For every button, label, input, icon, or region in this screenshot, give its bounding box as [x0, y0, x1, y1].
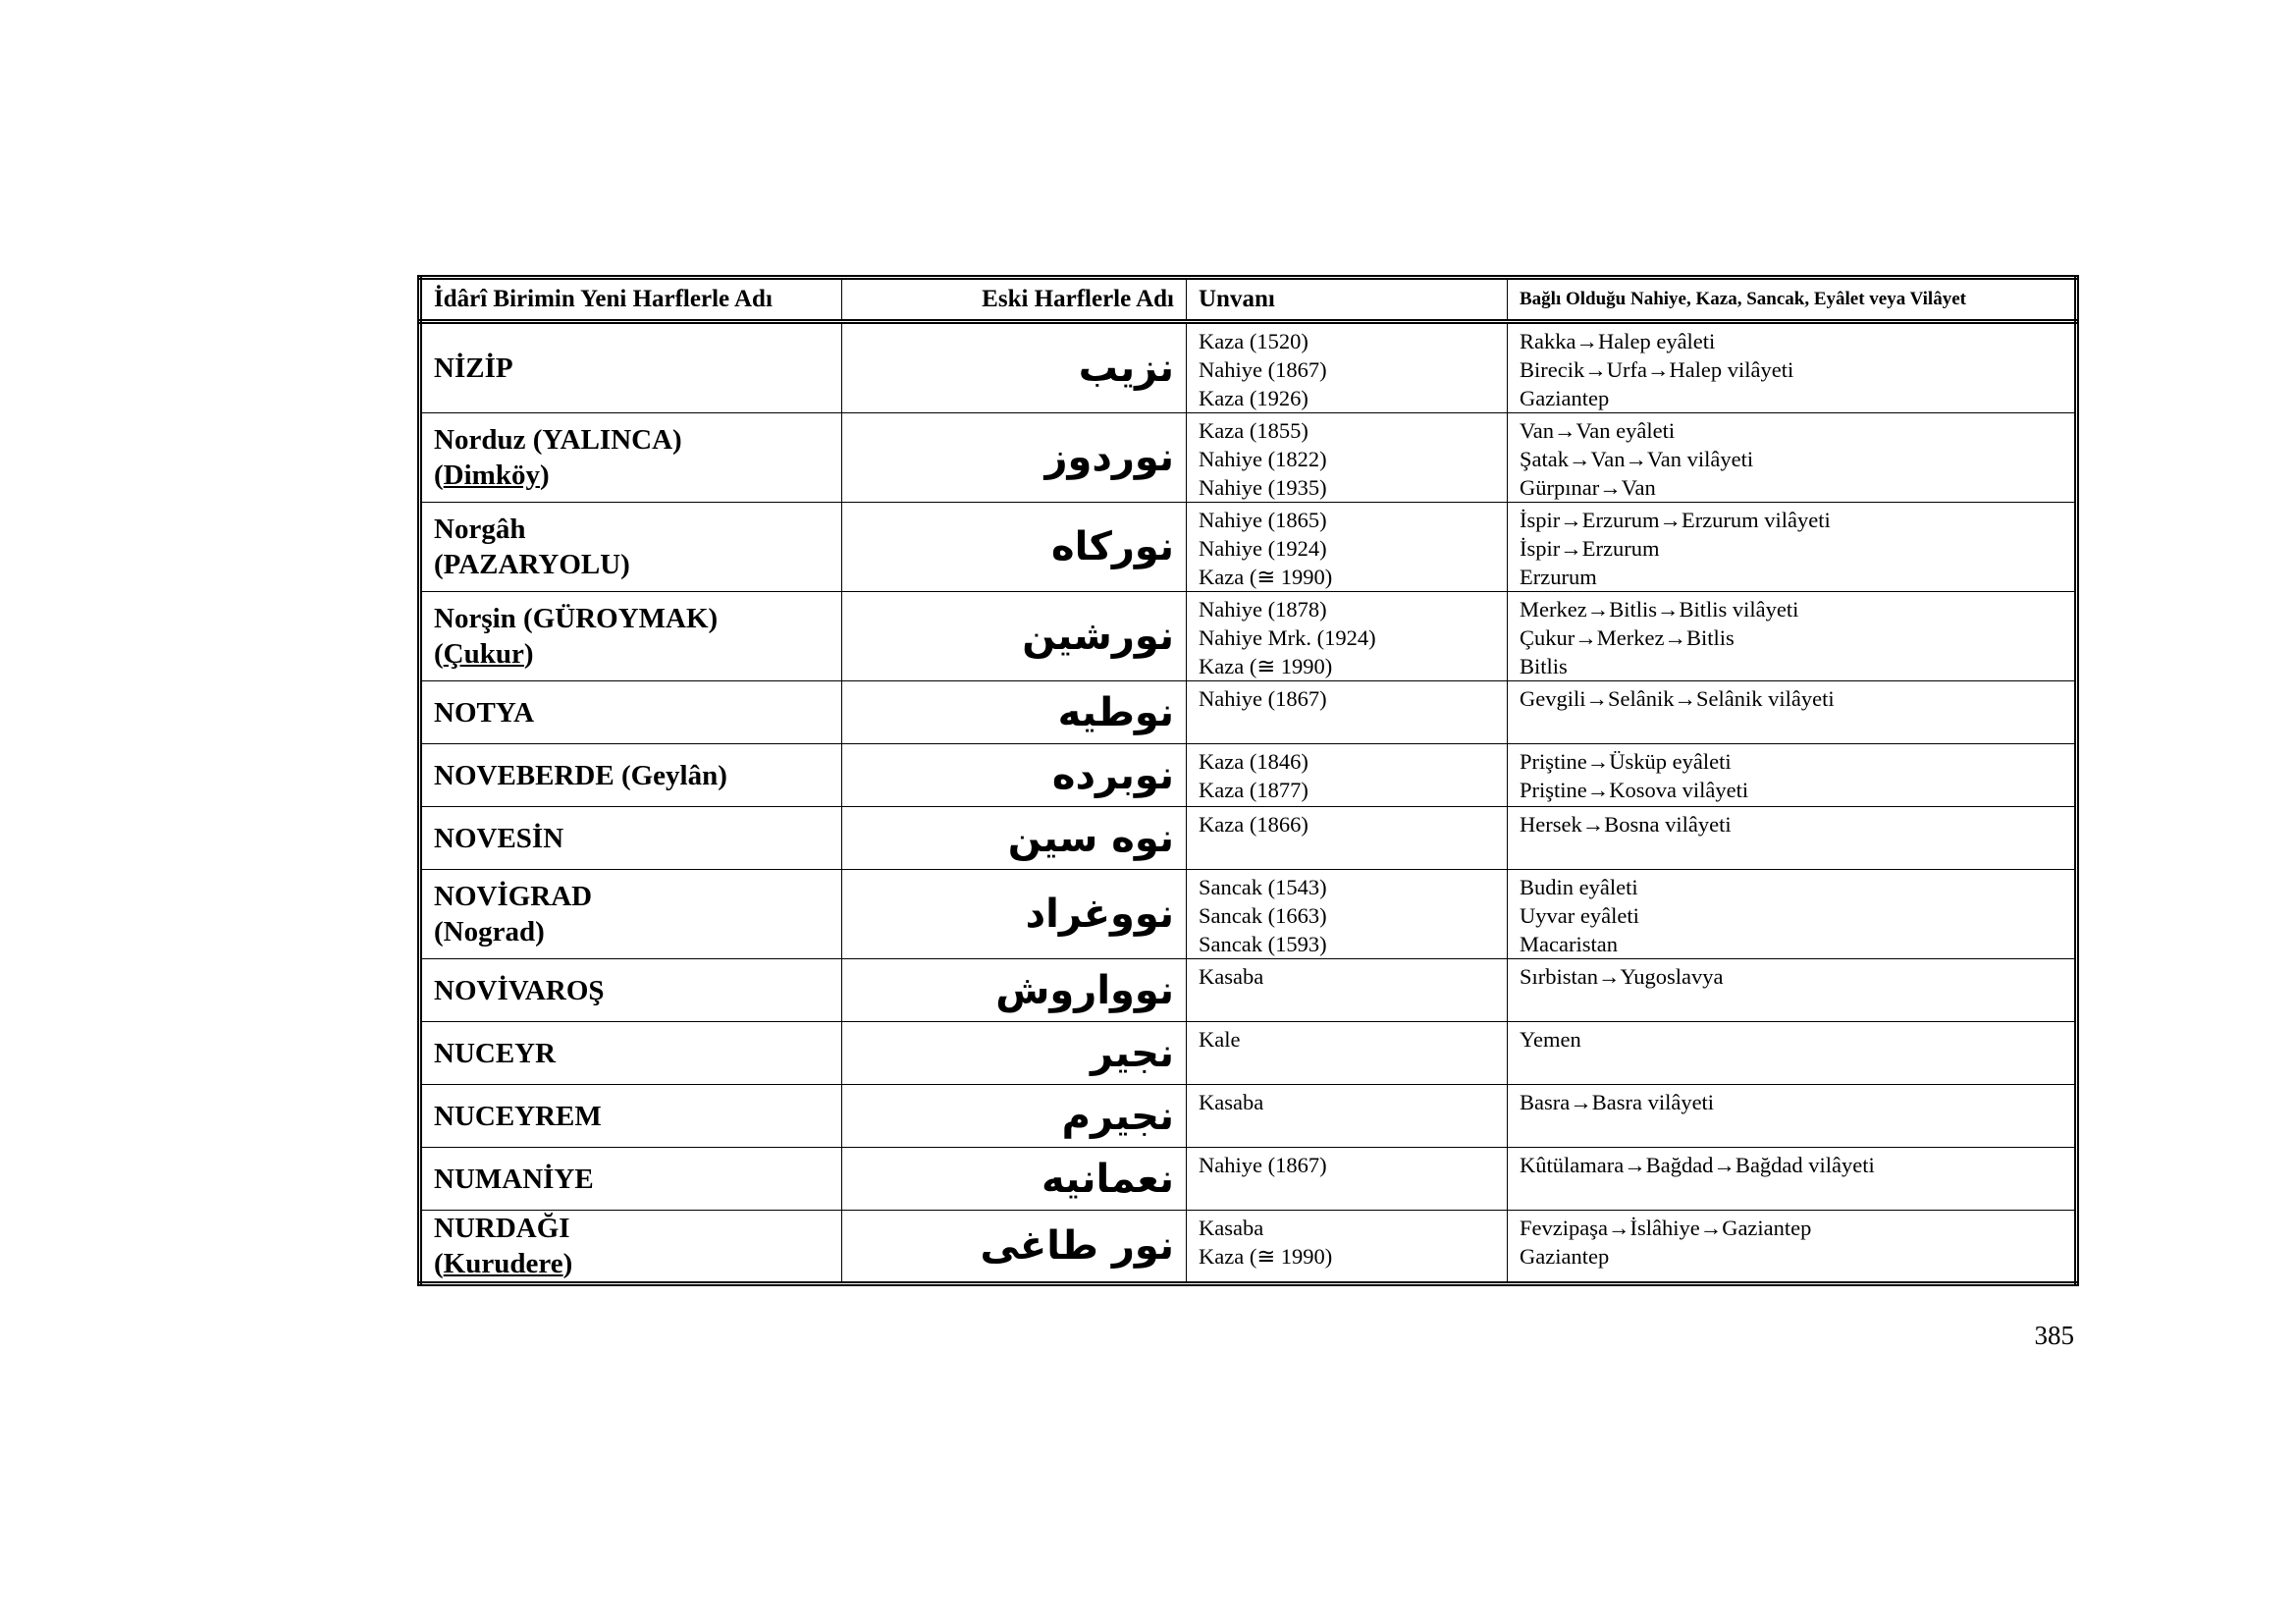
affiliation-cell [1508, 1022, 2077, 1085]
title-line: Sancak (1593) [1199, 932, 1327, 956]
title-line: Kaza (≅ 1990) [1199, 654, 1333, 678]
old-name-arabic-cell: نوواروش [842, 959, 1187, 1022]
old-name-arabic-cell: نوردوز [842, 413, 1187, 503]
affiliation-line: Şatak→Van→Van vilâyeti [1520, 447, 1754, 471]
title-line: Nahiye (1865) [1199, 508, 1327, 532]
title-cell [1187, 1148, 1508, 1211]
affiliation-cell [1508, 744, 2077, 807]
title-line: Kaza (1877) [1199, 778, 1308, 802]
new-name-cell [420, 870, 842, 959]
title-line: Kaza (1846) [1199, 749, 1308, 774]
new-name-line: NOVİVAROŞ [434, 974, 605, 1006]
affiliation-line: Rakka→Halep eyâleti [1520, 329, 1716, 353]
title-cell [1187, 322, 1508, 413]
new-name-line: Norduz (YALINCA) [434, 424, 682, 456]
affiliation-cell [1508, 959, 2077, 1022]
title-line: Nahiye (1867) [1199, 357, 1327, 382]
affiliation-line: Çukur→Merkez→Bitlis [1520, 625, 1735, 650]
new-name-line: (PAZARYOLU) [434, 549, 630, 580]
title-line: Kasaba [1199, 1090, 1264, 1114]
title-line: Nahiye (1878) [1199, 597, 1327, 622]
affiliation-line: Uyvar eyâleti [1520, 903, 1639, 928]
new-name-cell [420, 1211, 842, 1284]
old-name-arabic-cell: نورشين [842, 592, 1187, 681]
old-name-arabic-cell: نور طاغى [842, 1211, 1187, 1284]
new-name-line: NOVESİN [434, 822, 564, 854]
header-old-name: Eski Harflerle Adı [842, 278, 1187, 322]
new-name-cell [420, 959, 842, 1022]
new-name-line: NURDAĞI [434, 1213, 570, 1244]
affiliation-line: Gaziantep [1520, 386, 1610, 410]
table-row [420, 322, 2077, 413]
table-row [420, 1148, 2077, 1211]
new-name-line: NUCEYREM [434, 1100, 602, 1132]
former-name-underlined: Dimköy [443, 460, 540, 491]
table-row [420, 1022, 2077, 1085]
title-cell [1187, 681, 1508, 744]
old-name-arabic-cell: نزيب [842, 322, 1187, 413]
affiliation-cell [1508, 1085, 2077, 1148]
table-row [420, 413, 2077, 503]
new-name-cell [420, 807, 842, 870]
affiliation-cell [1508, 413, 2077, 503]
table-row [420, 959, 2077, 1022]
title-cell [1187, 503, 1508, 592]
new-name-cell [420, 413, 842, 503]
table-header [420, 278, 2077, 322]
table-row [420, 807, 2077, 870]
new-name-line: NUMANİYE [434, 1163, 594, 1195]
title-line: Kaza (1855) [1199, 418, 1308, 443]
title-cell [1187, 807, 1508, 870]
new-name-cell [420, 592, 842, 681]
title-line: Kaza (≅ 1990) [1199, 565, 1333, 589]
affiliation-line: Gevgili→Selânik→Selânik vilâyeti [1520, 686, 1835, 711]
old-name-arabic-cell: نوبرده [842, 744, 1187, 807]
affiliation-line: Priştine→Üsküp eyâleti [1520, 749, 1732, 774]
old-name-arabic-cell: نجير [842, 1022, 1187, 1085]
header-new-name: İdârî Birimin Yeni Harflerle Adı [420, 278, 842, 322]
affiliation-line: Merkez→Bitlis→Bitlis vilâyeti [1520, 597, 1799, 622]
table-row [420, 1085, 2077, 1148]
affiliation-line: Van→Van eyâleti [1520, 418, 1676, 443]
new-name-line: NOVİGRAD [434, 881, 593, 912]
new-name-cell [420, 744, 842, 807]
title-line: Kasaba [1199, 964, 1264, 989]
new-name-line: Norşin (GÜROYMAK) [434, 603, 719, 634]
table-row [420, 592, 2077, 681]
affiliation-cell [1508, 503, 2077, 592]
affiliation-line: Yemen [1520, 1027, 1581, 1052]
affiliation-line: Hersek→Bosna vilâyeti [1520, 812, 1732, 837]
affiliation-line: Fevzipaşa→İslâhiye→Gaziantep [1520, 1216, 1812, 1240]
title-cell [1187, 592, 1508, 681]
title-line: Nahiye Mrk. (1924) [1199, 625, 1376, 650]
affiliation-line: Kûtülamara→Bağdad→Bağdad vilâyeti [1520, 1153, 1875, 1177]
affiliation-line: Basra→Basra vilâyeti [1520, 1090, 1715, 1114]
new-name-line: NİZİP [434, 352, 513, 384]
old-name-arabic-cell: نوطيه [842, 681, 1187, 744]
affiliation-line: Birecik→Urfa→Halep vilâyeti [1520, 357, 1794, 382]
old-name-arabic-cell: نعمانيه [842, 1148, 1187, 1211]
new-name-line: (Çukur) [434, 638, 534, 670]
former-name-underlined: Kurudere [443, 1248, 563, 1279]
table-row [420, 681, 2077, 744]
affiliation-line: İspir→Erzurum→Erzurum vilâyeti [1520, 508, 1831, 532]
title-line: Kasaba [1199, 1216, 1264, 1240]
title-line: Nahiye (1867) [1199, 686, 1327, 711]
affiliation-cell [1508, 322, 2077, 413]
old-name-arabic-cell: نوه سين [842, 807, 1187, 870]
affiliation-cell [1508, 592, 2077, 681]
title-cell [1187, 744, 1508, 807]
new-name-cell [420, 1148, 842, 1211]
affiliation-cell [1508, 1211, 2077, 1284]
new-name-line: (Dimköy) [434, 460, 550, 491]
title-cell [1187, 870, 1508, 959]
affiliation-line: Macaristan [1520, 932, 1618, 956]
former-name-underlined: Çukur [443, 638, 524, 670]
affiliation-line: Bitlis [1520, 654, 1568, 678]
table-row [420, 1211, 2077, 1284]
old-name-arabic-cell: نوركاه [842, 503, 1187, 592]
old-name-arabic-cell: نجيرم [842, 1085, 1187, 1148]
title-line: Kale [1199, 1027, 1241, 1052]
new-name-cell [420, 322, 842, 413]
gazetteer-table-container [417, 275, 2074, 1286]
new-name-line: (Nograd) [434, 916, 545, 947]
affiliation-cell [1508, 870, 2077, 959]
new-name-cell [420, 503, 842, 592]
title-line: Kaza (1520) [1199, 329, 1308, 353]
affiliation-cell [1508, 681, 2077, 744]
header-affiliation: Bağlı Olduğu Nahiye, Kaza, Sancak, Eyâlet veya Vilâyet [1508, 278, 2077, 322]
affiliation-cell [1508, 1148, 2077, 1211]
new-name-cell [420, 681, 842, 744]
table-row [420, 503, 2077, 592]
affiliation-line: Gaziantep [1520, 1244, 1610, 1269]
title-cell [1187, 413, 1508, 503]
title-line: Nahiye (1924) [1199, 536, 1327, 561]
table-body [420, 322, 2077, 1284]
new-name-cell [420, 1085, 842, 1148]
new-name-line: Norgâh [434, 514, 526, 545]
title-line: Sancak (1543) [1199, 875, 1327, 899]
affiliation-line: İspir→Erzurum [1520, 536, 1660, 561]
affiliation-line: Budin eyâleti [1520, 875, 1638, 899]
new-name-line: NOVEBERDE (Geylân) [434, 759, 727, 791]
title-cell [1187, 1211, 1508, 1284]
old-name-arabic-cell: نووغراد [842, 870, 1187, 959]
title-line: Kaza (1866) [1199, 812, 1308, 837]
title-cell [1187, 1022, 1508, 1085]
table-row [420, 870, 2077, 959]
title-line: Nahiye (1867) [1199, 1153, 1327, 1177]
title-line: Nahiye (1935) [1199, 475, 1327, 500]
page-number: 385 [2034, 1321, 2074, 1350]
header-title: Unvanı [1187, 278, 1508, 322]
header-row [420, 278, 2077, 322]
new-name-line: (Kurudere) [434, 1248, 573, 1279]
table-row [420, 744, 2077, 807]
affiliation-line: Priştine→Kosova vilâyeti [1520, 778, 1749, 802]
affiliation-cell [1508, 807, 2077, 870]
title-cell [1187, 1085, 1508, 1148]
title-cell [1187, 959, 1508, 1022]
title-line: Sancak (1663) [1199, 903, 1327, 928]
title-line: Nahiye (1822) [1199, 447, 1327, 471]
gazetteer-table [417, 275, 2079, 1286]
new-name-line: NOTYA [434, 696, 535, 729]
title-line: Kaza (≅ 1990) [1199, 1244, 1333, 1269]
new-name-cell [420, 1022, 842, 1085]
affiliation-line: Erzurum [1520, 565, 1597, 589]
affiliation-line: Gürpınar→Van [1520, 475, 1656, 500]
affiliation-line: Sırbistan→Yugoslavya [1520, 964, 1724, 989]
title-line: Kaza (1926) [1199, 386, 1308, 410]
new-name-line: NUCEYR [434, 1037, 557, 1069]
